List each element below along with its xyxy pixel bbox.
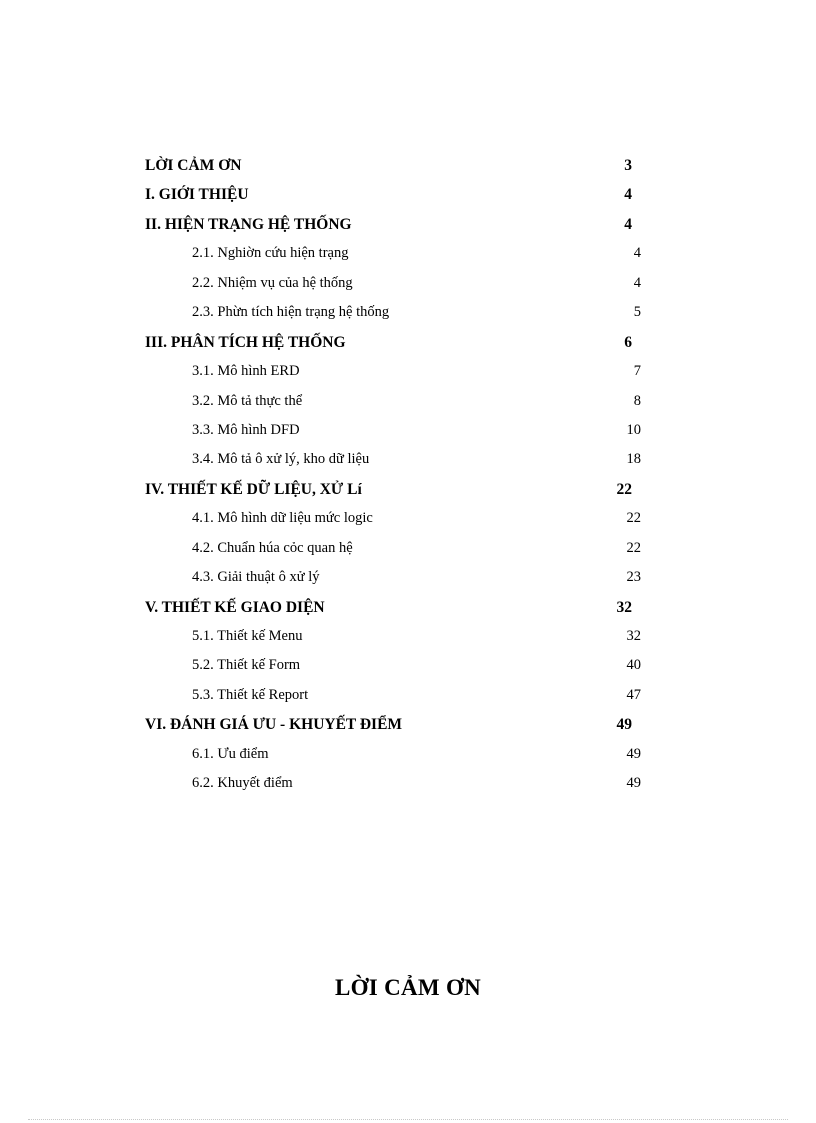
toc-entry-label: 3.2. Mô tả thực thể: [192, 392, 303, 409]
toc-entry-page-number: 10: [626, 421, 641, 438]
toc-entry-page-number: 3: [624, 157, 632, 174]
toc-entry-page-number: 40: [626, 657, 641, 674]
toc-entry-page-number: 4: [624, 215, 632, 233]
toc-subentry-2-3[interactable]: [0, 298, 816, 327]
toc-entry-label: I. GIỚI THIỆU: [145, 186, 249, 204]
toc-entry-label: 5.3. Thiết kế Report: [192, 686, 309, 703]
toc-entry-label: LỜI CẢM ƠN: [145, 157, 242, 174]
toc-entry-label: 4.3. Giải thuật ô xử lý: [192, 569, 320, 586]
toc-entry-page-number: 18: [626, 451, 641, 468]
toc-entry-label: 6.1. Ưu điểm: [192, 745, 269, 762]
toc-entry-label: 3.3. Mô hình DFD: [192, 421, 300, 438]
toc-subentry-2-2[interactable]: [0, 269, 816, 298]
toc-entry-hien-trang-he-thong[interactable]: [0, 210, 816, 239]
toc-entry-gioi-thieu[interactable]: [0, 180, 816, 209]
toc-entry-label: V. THIẾT KẾ GIAO DIỆN: [145, 598, 325, 616]
toc-entry-page-number: 4: [624, 186, 632, 204]
toc-entry-label: 4.1. Mô hình dữ liệu mức logic: [192, 510, 373, 527]
toc-entry-page-number: 5: [633, 304, 641, 321]
toc-entry-thiet-ke-giao-dien[interactable]: [0, 593, 816, 622]
toc-entry-label: 5.2. Thiết kế Form: [192, 657, 301, 674]
toc-entry-label: 3.1. Mô hình ERD: [192, 363, 300, 380]
toc-subentry-4-2[interactable]: [0, 534, 816, 563]
page-bottom-dotted-rule: [28, 1119, 788, 1120]
toc-entry-label: III. PHÂN TÍCH HỆ THỐNG: [145, 333, 346, 351]
toc-entry-page-number: 4: [633, 245, 641, 262]
toc-subentry-2-1[interactable]: [0, 239, 816, 268]
toc-entry-page-number: 22: [626, 510, 641, 527]
toc-subentry-5-3[interactable]: [0, 681, 816, 710]
toc-entry-label: 3.4. Mô tả ô xử lý, kho dữ liệu: [192, 451, 370, 468]
toc-entry-page-number: 32: [626, 628, 641, 644]
toc-entry-label: II. HIỆN TRẠNG HỆ THỐNG: [145, 215, 352, 233]
toc-entry-page-number: 7: [633, 363, 641, 380]
toc-subentry-4-1[interactable]: [0, 504, 816, 533]
toc-entry-label: 2.3. Phừn tích hiện trạng hệ thống: [192, 304, 390, 321]
toc-entry-page-number: 47: [626, 686, 641, 703]
toc-subentry-5-1[interactable]: [0, 622, 816, 651]
toc-entry-page-number: 49: [626, 745, 641, 762]
toc-entry-danh-gia[interactable]: [0, 710, 816, 739]
toc-subentry-5-2[interactable]: [0, 651, 816, 680]
toc-entry-page-number: 6: [624, 333, 632, 351]
toc-subentry-3-1[interactable]: [0, 357, 816, 386]
toc-entry-label: 2.1. Nghiờn cứu hiện trạng: [192, 245, 349, 262]
toc-entry-phan-tich-he-thong[interactable]: [0, 328, 816, 357]
toc-subentry-3-3[interactable]: [0, 416, 816, 445]
toc-entry-loi-cam-on[interactable]: [0, 151, 816, 180]
toc-entry-label: IV. THIẾT KẾ DỮ LIỆU, XỬ Lí: [145, 480, 362, 498]
toc-entry-label: 6.2. Khuyết điểm: [192, 775, 293, 792]
toc-subentry-3-2[interactable]: [0, 387, 816, 416]
toc-entry-page-number: 22: [626, 539, 641, 556]
toc-entry-label: 2.2. Nhiệm vụ của hệ thống: [192, 274, 353, 291]
toc-entry-page-number: 23: [626, 569, 641, 586]
table-of-contents: [0, 151, 816, 799]
toc-entry-page-number: 49: [616, 716, 632, 734]
toc-entry-page-number: 8: [633, 392, 641, 409]
toc-entry-thiet-ke-du-lieu[interactable]: [0, 475, 816, 504]
toc-entry-page-number: 49: [626, 775, 641, 792]
toc-entry-label: VI. ĐÁNH GIÁ ƯU - KHUYẾT ĐIỂM: [145, 716, 403, 734]
toc-entry-label: 5.1. Thiết kế Menu: [192, 628, 303, 644]
toc-entry-label: 4.2. Chuẩn húa cỏc quan hệ: [192, 539, 353, 556]
toc-entry-page-number: 4: [633, 274, 641, 291]
toc-entry-page-number: 22: [616, 480, 632, 498]
section-heading: LỜI CẢM ƠN: [334, 975, 482, 1000]
toc-subentry-6-2[interactable]: [0, 769, 816, 798]
toc-entry-page-number: 32: [616, 598, 632, 616]
toc-subentry-4-3[interactable]: [0, 563, 816, 592]
toc-subentry-6-1[interactable]: [0, 740, 816, 769]
toc-subentry-3-4[interactable]: [0, 445, 816, 474]
